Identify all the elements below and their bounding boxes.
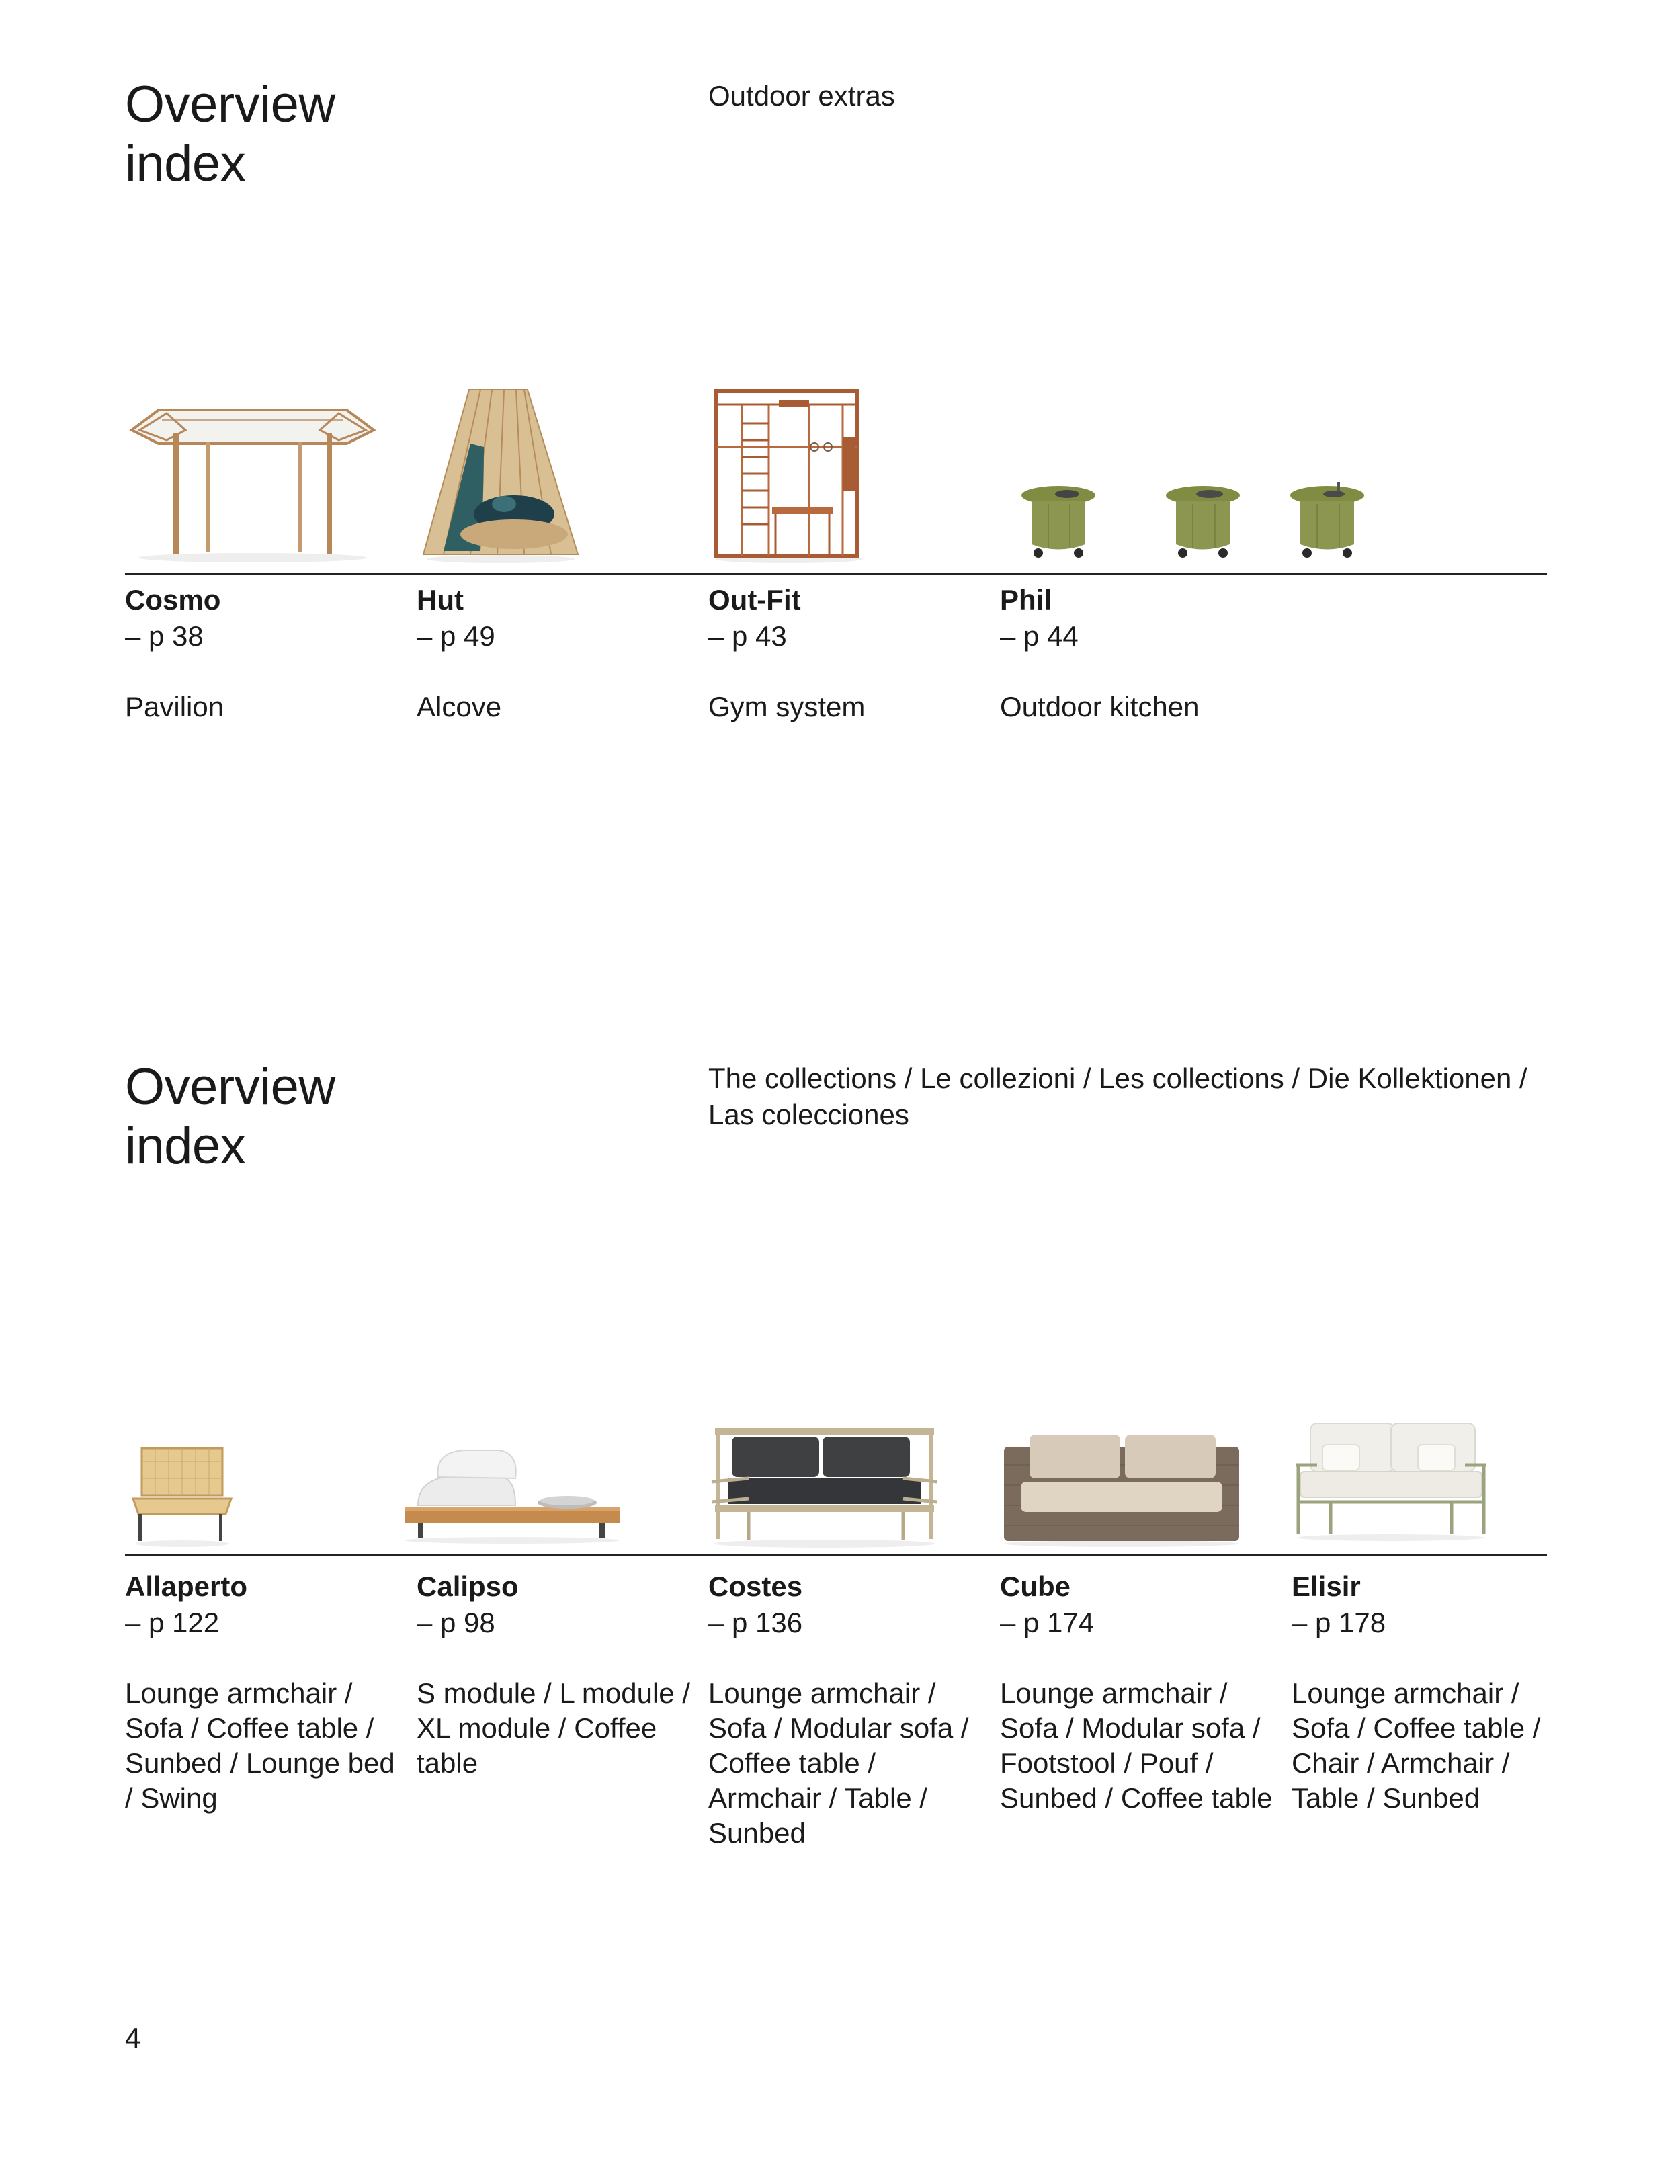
entry-costes <box>708 1568 984 1851</box>
entry-name: Phil <box>1000 584 1052 616</box>
calipso-module-image <box>398 1445 626 1546</box>
section2-subtitle: The collections / Le collezioni / Les collections / Die Kollektionen / Las colecciones <box>708 1062 1527 1130</box>
entry-page-ref: – p 122 <box>125 1607 220 1638</box>
section2-title: Overview index <box>125 1058 335 1175</box>
phil-module-2 <box>1166 486 1240 558</box>
entry-name: Cosmo <box>125 584 221 616</box>
entry-page-ref: – p 44 <box>1000 620 1079 652</box>
entry-phil <box>1000 582 1275 724</box>
entry-name: Hut <box>417 584 464 616</box>
entry-page-ref: – p 38 <box>125 620 204 652</box>
outfit-gym-image <box>708 383 870 564</box>
costes-sofa-image <box>708 1425 941 1549</box>
allaperto-armchair-image <box>125 1441 239 1549</box>
entry-page-ref: – p 98 <box>417 1607 495 1638</box>
section1-subtitle: Outdoor extras <box>708 80 895 112</box>
entry-allaperto <box>125 1568 401 1816</box>
phil-module-3 <box>1290 482 1364 558</box>
entry-page-ref: – p 178 <box>1292 1607 1386 1638</box>
entry-name: Cube <box>1000 1570 1070 1602</box>
entry-hut <box>417 582 692 724</box>
entry-page-ref: – p 43 <box>708 620 787 652</box>
phil-module-1 <box>1021 486 1095 558</box>
cosmo-pavilion-image <box>125 393 380 564</box>
hut-alcove-image <box>417 383 585 564</box>
entry-page-ref: – p 174 <box>1000 1607 1095 1638</box>
entry-name: Allaperto <box>125 1570 248 1602</box>
entry-elisir <box>1292 1568 1567 1816</box>
section1-divider <box>125 573 1547 575</box>
elisir-sofa-image <box>1290 1418 1492 1542</box>
entry-name: Elisir <box>1292 1570 1361 1602</box>
entry-calipso <box>417 1568 692 1781</box>
entry-name: Costes <box>708 1570 803 1602</box>
page-number: 4 <box>125 2022 141 2054</box>
section2-divider <box>125 1554 1547 1556</box>
entry-description: Lounge armchair / Sofa / Modular sofa / Coffee table / Armchair / Table / Sunbed <box>708 1677 969 1849</box>
entry-description: Lounge armchair / Sofa / Coffee table / Sunbed / Lounge bed / Swing <box>125 1677 395 1814</box>
entry-page-ref: – p 136 <box>708 1607 803 1638</box>
entry-description: Gym system <box>708 691 866 722</box>
entry-page-ref: – p 49 <box>417 620 495 652</box>
phil-kitchen-image <box>1008 480 1384 564</box>
section1-title: Overview index <box>125 76 335 192</box>
entry-cosmo <box>125 582 401 724</box>
cube-sofa-image <box>997 1428 1246 1549</box>
entry-description: Lounge armchair / Sofa / Coffee table / Chair / Armchair / Table / Sunbed <box>1292 1677 1541 1814</box>
entry-description: Pavilion <box>125 691 224 722</box>
entry-name: Calipso <box>417 1570 519 1602</box>
entry-description: Outdoor kitchen <box>1000 691 1200 722</box>
entry-description: S module / L module / XL module / Coffee table <box>417 1677 690 1779</box>
entry-description: Lounge armchair / Sofa / Modular sofa / Footstool / Pouf / Sunbed / Coffee table <box>1000 1677 1273 1814</box>
entry-out-fit <box>708 582 984 724</box>
entry-name: Out-Fit <box>708 584 801 616</box>
entry-cube <box>1000 1568 1275 1816</box>
entry-description: Alcove <box>417 691 502 722</box>
